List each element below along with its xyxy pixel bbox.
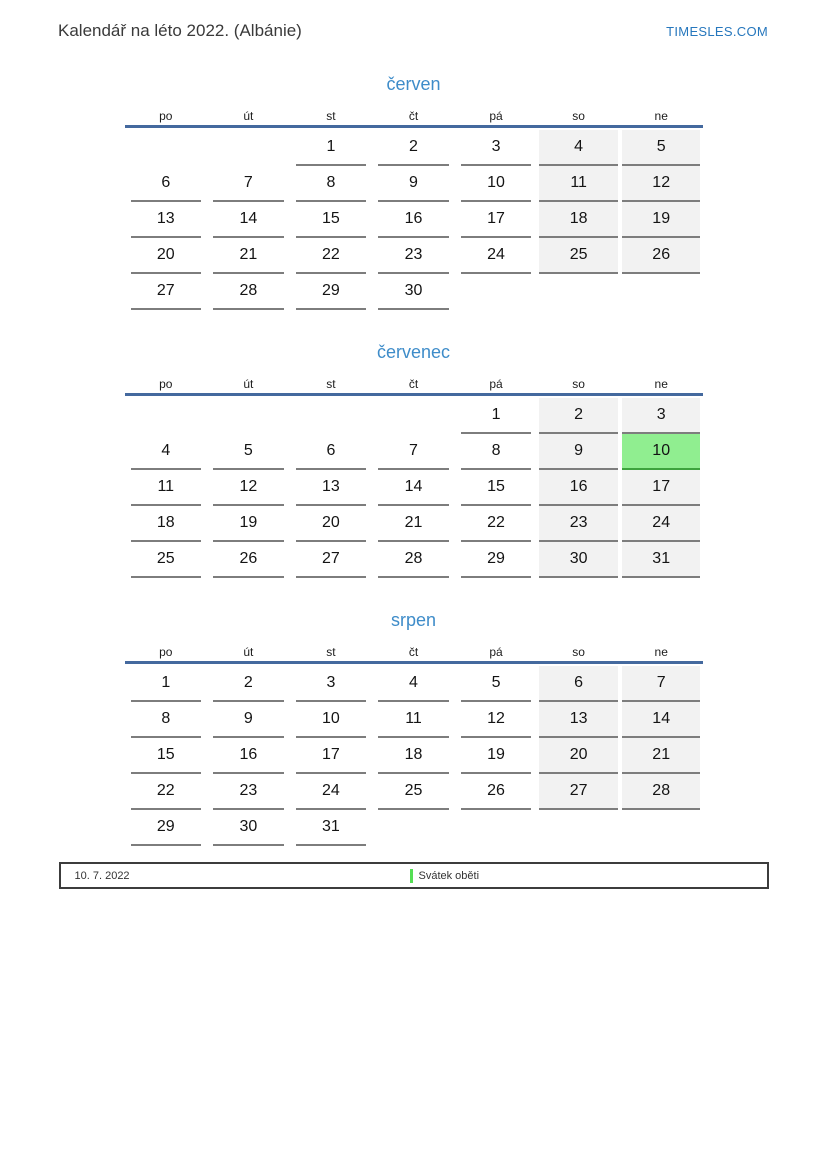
day-number: 14 [378, 470, 449, 506]
day-cell [455, 130, 538, 166]
day-number: 3 [296, 666, 367, 702]
day-number: 13 [539, 702, 618, 738]
day-number: 13 [131, 202, 202, 238]
day-number [539, 274, 618, 310]
day-number: 27 [539, 774, 618, 810]
day-number: 17 [296, 738, 367, 774]
day-cell [125, 202, 208, 238]
weekday-label: út [243, 376, 254, 391]
day-cell [455, 398, 538, 434]
day-number [461, 274, 532, 310]
day-cell [537, 470, 620, 506]
day-cell [455, 666, 538, 702]
weekday-label: pá [489, 376, 503, 391]
day-cell [207, 774, 290, 810]
weekday-label: pá [489, 108, 503, 123]
month-cerven [125, 72, 703, 310]
weekday-label: po [159, 644, 173, 659]
day-number: 2 [213, 666, 284, 702]
weekday-label: st [326, 644, 336, 659]
day-number [213, 130, 284, 166]
weekday-label: po [159, 376, 173, 391]
month-grid [125, 128, 703, 310]
legend-box [59, 862, 769, 889]
day-cell [537, 238, 620, 274]
day-cell [537, 202, 620, 238]
day-cell [125, 166, 208, 202]
weekday-header-row [125, 106, 703, 128]
holiday-label: Svátek oběti [418, 869, 480, 882]
empty-cell [372, 810, 455, 846]
day-cell [290, 166, 373, 202]
day-cell [537, 666, 620, 702]
day-cell [207, 470, 290, 506]
day-cell [620, 398, 703, 434]
day-number: 9 [378, 166, 449, 202]
day-cell [372, 666, 455, 702]
day-cell [290, 666, 373, 702]
day-cell [290, 774, 373, 810]
day-number: 22 [296, 238, 367, 274]
day-number: 15 [131, 738, 202, 774]
weekday-label: čt [408, 108, 419, 123]
day-number: 4 [539, 130, 618, 166]
weekday-header-row [125, 374, 703, 396]
day-number: 28 [213, 274, 284, 310]
day-number: 27 [296, 542, 367, 578]
day-cell [207, 166, 290, 202]
day-number [378, 398, 449, 434]
weekday-label: so [572, 376, 585, 391]
empty-cell [125, 398, 208, 434]
day-number: 8 [461, 434, 532, 470]
weekday-label: út [243, 108, 254, 123]
empty-cell [372, 398, 455, 434]
day-number: 11 [378, 702, 449, 738]
day-cell [125, 774, 208, 810]
day-number: 6 [539, 666, 618, 702]
day-number: 29 [296, 274, 367, 310]
weekday-label: čt [408, 376, 419, 391]
day-cell [620, 738, 703, 774]
weekday-label: pá [489, 644, 503, 659]
day-number: 15 [296, 202, 367, 238]
day-number [131, 398, 202, 434]
day-cell [372, 542, 455, 578]
day-number: 18 [131, 506, 202, 542]
day-number: 30 [213, 810, 284, 846]
day-cell [207, 542, 290, 578]
day-number: 24 [296, 774, 367, 810]
day-number: 25 [539, 238, 618, 274]
day-cell [620, 702, 703, 738]
day-cell [455, 470, 538, 506]
month-cervenec [125, 340, 703, 578]
day-cell [125, 738, 208, 774]
day-cell [290, 202, 373, 238]
day-cell [372, 130, 455, 166]
day-number: 3 [622, 398, 701, 434]
day-cell [455, 238, 538, 274]
day-cell [207, 238, 290, 274]
day-number: 25 [378, 774, 449, 810]
day-cell [455, 774, 538, 810]
day-number: 12 [461, 702, 532, 738]
holiday-color-swatch [410, 869, 413, 883]
day-number [131, 130, 202, 166]
day-number: 30 [539, 542, 618, 578]
day-number: 2 [539, 398, 618, 434]
day-cell [537, 738, 620, 774]
weekday-label: po [159, 108, 173, 123]
month-grid [125, 396, 703, 578]
day-number: 7 [213, 166, 284, 202]
day-number: 21 [378, 506, 449, 542]
day-number: 23 [213, 774, 284, 810]
weekday-label: so [572, 644, 585, 659]
day-number: 16 [213, 738, 284, 774]
day-cell [620, 470, 703, 506]
day-number: 1 [296, 130, 367, 166]
day-number: 8 [131, 702, 202, 738]
day-number: 11 [131, 470, 202, 506]
day-cell [207, 434, 290, 470]
day-number: 19 [213, 506, 284, 542]
day-number: 4 [131, 434, 202, 470]
day-cell [372, 166, 455, 202]
day-cell [207, 506, 290, 542]
day-cell [455, 506, 538, 542]
day-cell [290, 542, 373, 578]
day-cell [125, 666, 208, 702]
day-cell [207, 738, 290, 774]
day-number: 6 [131, 166, 202, 202]
day-cell [372, 774, 455, 810]
day-number [378, 810, 449, 846]
day-number: 9 [539, 434, 618, 470]
day-cell [125, 542, 208, 578]
day-cell [620, 202, 703, 238]
day-number: 6 [296, 434, 367, 470]
weekday-label: st [326, 376, 336, 391]
empty-cell [207, 398, 290, 434]
day-number: 12 [622, 166, 701, 202]
day-cell [537, 434, 620, 470]
day-number: 19 [461, 738, 532, 774]
day-number: 14 [622, 702, 701, 738]
day-cell [372, 738, 455, 774]
day-cell [455, 738, 538, 774]
page-title: Kalendář na léto 2022. (Albánie) [58, 21, 302, 40]
day-cell [372, 274, 455, 310]
day-number: 29 [461, 542, 532, 578]
day-number: 25 [131, 542, 202, 578]
day-cell [620, 166, 703, 202]
month-grid [125, 664, 703, 846]
weekday-label: ne [654, 108, 668, 123]
day-cell [290, 238, 373, 274]
day-cell [125, 702, 208, 738]
day-cell [125, 506, 208, 542]
weekday-label: ne [654, 376, 668, 391]
day-number: 23 [539, 506, 618, 542]
day-number: 18 [378, 738, 449, 774]
weekday-label: so [572, 108, 585, 123]
weekday-label: st [326, 108, 336, 123]
day-cell [290, 130, 373, 166]
day-cell-today [620, 434, 703, 470]
legend-date: 10. 7. 2022 [74, 869, 130, 882]
day-number [622, 274, 701, 310]
day-cell [125, 238, 208, 274]
day-number: 26 [622, 238, 701, 274]
page-header [0, 0, 827, 42]
day-cell [537, 166, 620, 202]
day-cell [372, 238, 455, 274]
day-number: 10 [296, 702, 367, 738]
site-link[interactable]: TIMESLES.COM [666, 24, 768, 39]
day-number: 22 [461, 506, 532, 542]
day-number: 20 [539, 738, 618, 774]
day-cell [207, 810, 290, 846]
empty-cell [290, 398, 373, 434]
day-cell [537, 702, 620, 738]
day-cell [372, 702, 455, 738]
day-number [296, 398, 367, 434]
day-number: 28 [378, 542, 449, 578]
day-number: 7 [622, 666, 701, 702]
day-number: 5 [213, 434, 284, 470]
day-number [539, 810, 618, 846]
day-number: 1 [461, 398, 532, 434]
day-number: 31 [296, 810, 367, 846]
day-number: 11 [539, 166, 618, 202]
day-cell [125, 274, 208, 310]
day-number: 30 [378, 274, 449, 310]
day-number: 1 [131, 666, 202, 702]
day-number [213, 398, 284, 434]
day-cell [537, 506, 620, 542]
day-cell [125, 810, 208, 846]
day-number: 24 [461, 238, 532, 274]
day-number: 31 [622, 542, 701, 578]
day-number: 15 [461, 470, 532, 506]
weekday-label: út [243, 644, 254, 659]
day-cell [620, 666, 703, 702]
day-cell [372, 434, 455, 470]
day-number: 17 [622, 470, 701, 506]
day-number: 27 [131, 274, 202, 310]
day-number: 10 [622, 434, 701, 470]
day-cell [290, 506, 373, 542]
day-cell [290, 470, 373, 506]
day-cell [290, 702, 373, 738]
empty-cell [620, 810, 703, 846]
day-number: 8 [296, 166, 367, 202]
day-number: 28 [622, 774, 701, 810]
day-cell [537, 398, 620, 434]
day-number: 20 [296, 506, 367, 542]
day-cell [290, 810, 373, 846]
day-number: 5 [622, 130, 701, 166]
day-cell [125, 470, 208, 506]
month-title: srpen [390, 610, 437, 630]
month-title: červenec [376, 342, 451, 362]
day-cell [620, 238, 703, 274]
empty-cell [537, 274, 620, 310]
day-number: 29 [131, 810, 202, 846]
day-cell [207, 702, 290, 738]
day-cell [455, 434, 538, 470]
day-number: 21 [622, 738, 701, 774]
empty-cell [455, 810, 538, 846]
day-cell [455, 166, 538, 202]
day-cell [537, 542, 620, 578]
weekday-label: ne [654, 644, 668, 659]
day-number: 4 [378, 666, 449, 702]
day-cell [620, 774, 703, 810]
day-number: 14 [213, 202, 284, 238]
month-srpen [125, 608, 703, 846]
day-cell [290, 274, 373, 310]
day-number: 2 [378, 130, 449, 166]
weekday-header-row [125, 642, 703, 664]
day-cell [372, 506, 455, 542]
day-cell [620, 130, 703, 166]
day-number: 7 [378, 434, 449, 470]
day-cell [372, 470, 455, 506]
day-number: 18 [539, 202, 618, 238]
day-cell [207, 666, 290, 702]
day-number: 12 [213, 470, 284, 506]
day-cell [207, 274, 290, 310]
day-cell [455, 542, 538, 578]
day-number: 19 [622, 202, 701, 238]
empty-cell [207, 130, 290, 166]
day-cell [537, 774, 620, 810]
legend-item [410, 869, 480, 883]
day-number: 20 [131, 238, 202, 274]
day-number: 17 [461, 202, 532, 238]
day-cell [537, 130, 620, 166]
empty-cell [125, 130, 208, 166]
weekday-label: čt [408, 644, 419, 659]
day-cell [455, 202, 538, 238]
day-number: 10 [461, 166, 532, 202]
day-number: 3 [461, 130, 532, 166]
day-cell [125, 434, 208, 470]
day-number: 26 [213, 542, 284, 578]
day-cell [620, 506, 703, 542]
day-number: 16 [539, 470, 618, 506]
day-number: 26 [461, 774, 532, 810]
day-cell [455, 702, 538, 738]
day-number: 22 [131, 774, 202, 810]
empty-cell [455, 274, 538, 310]
months [125, 72, 703, 846]
day-number: 13 [296, 470, 367, 506]
day-cell [372, 202, 455, 238]
day-number: 5 [461, 666, 532, 702]
day-cell [290, 738, 373, 774]
day-number: 23 [378, 238, 449, 274]
day-number: 9 [213, 702, 284, 738]
day-cell [290, 434, 373, 470]
day-number: 24 [622, 506, 701, 542]
day-cell [207, 202, 290, 238]
day-number [461, 810, 532, 846]
day-number [622, 810, 701, 846]
month-title: červen [386, 74, 441, 94]
day-cell [620, 542, 703, 578]
empty-cell [537, 810, 620, 846]
day-number: 16 [378, 202, 449, 238]
empty-cell [620, 274, 703, 310]
day-number: 21 [213, 238, 284, 274]
